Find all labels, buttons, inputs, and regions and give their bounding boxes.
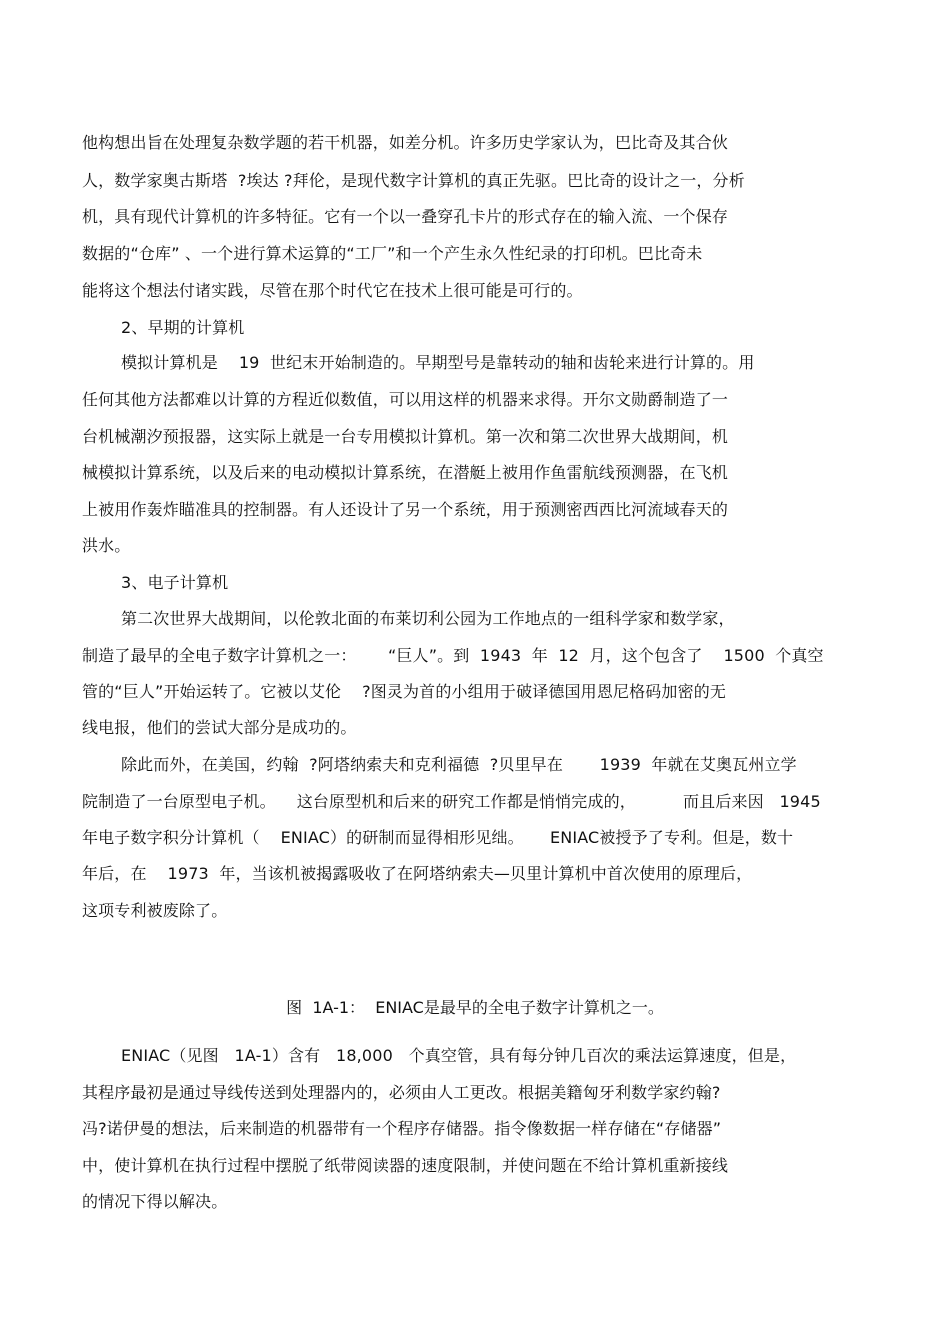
paragraph-line: 冯?诺伊曼的想法，后来制造的机器带有一个程序存储器。指令像数据一样存储在“存储器” (82, 1119, 722, 1138)
paragraph-line: 模拟计算机是 19 世纪末开始制造的。早期型号是靠转动的轴和齿轮来进行计算的。用 (121, 353, 755, 372)
paragraph-line: 年电子数字积分计算机（ ENIAC）的研制而显得相形见绌。 ENIAC被授予了专利。但是，数十 (82, 828, 794, 847)
paragraph-line: 这项专利被废除了。 (82, 901, 228, 920)
paragraph-line: 数据的“仓库” 、一个进行算术运算的“工厂”和一个产生永久性纪录的打印机。巴比奇未 (82, 244, 703, 263)
paragraph-line: 任何其他方法都难以计算的方程近似数值，可以用这样的机器来求得。开尔文勋爵制造了一 (82, 390, 729, 409)
paragraph-line: 年后，在 1973 年，当该机被揭露吸收了在阿塔纳索夫—贝里计算机中首次使用的原理后， (82, 864, 753, 883)
paragraph-line: ENIAC（见图 1A-1）含有 18,000 个真空管，具有每分钟几百次的乘法运算速度，但是， (121, 1046, 797, 1065)
paragraph-line: 线电报，他们的尝试大部分是成功的。 (82, 718, 357, 737)
paragraph-line: 院制造了一台原型电子机。 这台原型机和后来的研究工作都是悄悄完成的， 而且后来因 1945 (82, 792, 821, 811)
paragraph-line: 上被用作轰炸瞄准具的控制器。有人还设计了另一个系统，用于预测密西西比河流域春天的 (82, 500, 729, 519)
paragraph-line: 其程序最初是通过导线传送到处理器内的，必须由人工更改。根据美籍匈牙利数学家约翰? (82, 1083, 721, 1102)
paragraph-line: 他构想出旨在处理复杂数学题的若干机器，如差分机。许多历史学家认为，巴比奇及其合伙 (82, 133, 729, 152)
paragraph-line: 管的“巨人”开始运转了。它被以艾伦 ?图灵为首的小组用于破译德国用恩尼格码加密的无 (82, 682, 727, 701)
section-heading: 2、早期的计算机 (121, 318, 245, 337)
paragraph-line: 人，数学家奥古斯塔 ?埃达 ?拜伦，是现代数字计算机的真正先驱。巴比奇的设计之一，分析 (82, 171, 745, 190)
paragraph-line: 能将这个想法付诸实践，尽管在那个时代它在技术上很可能是可行的。 (82, 281, 583, 300)
paragraph-line: 台机械潮汐预报器，这实际上就是一台专用模拟计算机。第一次和第二次世界大战期间，机 (82, 427, 729, 446)
paragraph-line: 除此而外，在美国，约翰 ?阿塔纳索夫和克利福德 ?贝里早在 1939 年就在艾奥瓦州立学 (121, 755, 797, 774)
paragraph-line: 机，具有现代计算机的许多特征。它有一个以一叠穿孔卡片的形式存在的输入流、一个保存 (82, 207, 729, 226)
paragraph-line: 第二次世界大战期间，以伦敦北面的布莱切利公园为工作地点的一组科学家和数学家， (121, 609, 735, 628)
figure-caption: 图 1A-1： ENIAC是最早的全电子数字计算机之一。 (286, 998, 664, 1017)
paragraph-line: 制造了最早的全电子数字计算机之一： “巨人”。到 1943 年 12 月，这个包含了 1500 个真空 (82, 646, 824, 665)
paragraph-line: 洪水。 (82, 536, 131, 555)
section-heading: 3、电子计算机 (121, 573, 229, 592)
paragraph-line: 中，使计算机在执行过程中摆脱了纸带阅读器的速度限制，并使问题在不给计算机重新接线 (82, 1156, 729, 1175)
paragraph-line: 的情况下得以解决。 (82, 1192, 228, 1211)
paragraph-line: 械模拟计算系统，以及后来的电动模拟计算系统，在潜艇上被用作鱼雷航线预测器，在飞机 (82, 463, 729, 482)
